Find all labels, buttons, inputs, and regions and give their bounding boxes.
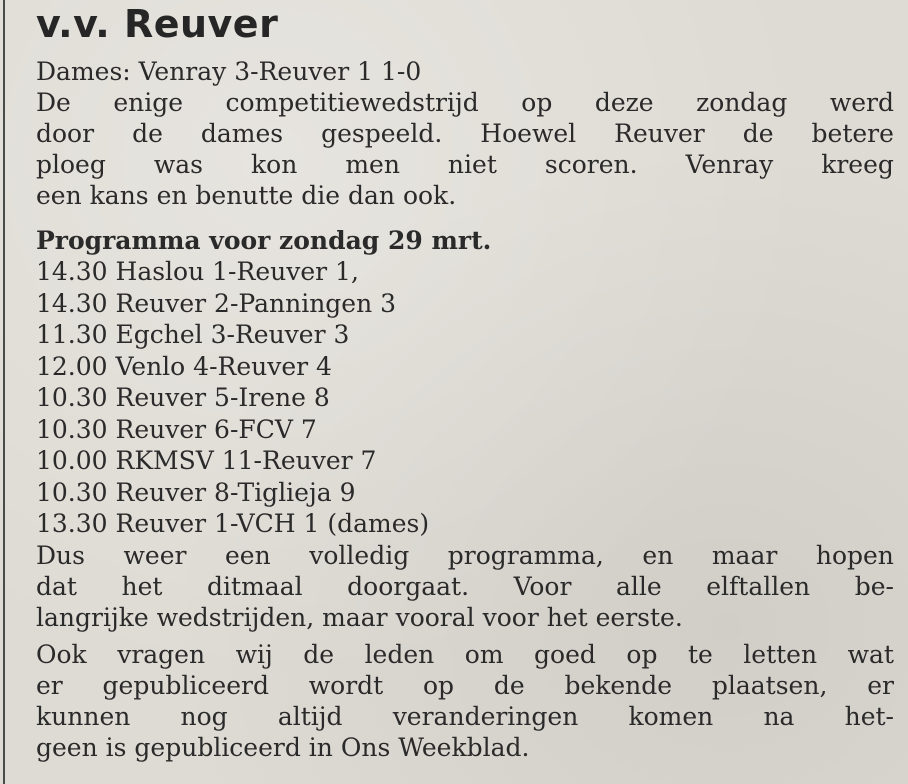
fixture-line: 10.00 RKMSV 11-Reuver 7 xyxy=(36,446,377,475)
closing-line: Dus weer een volledig programma, en maar hopen xyxy=(36,540,894,570)
notice-line: geen is gepubliceerd in Ons Weekblad. xyxy=(36,732,530,762)
article-body xyxy=(36,56,894,763)
notice-line: kunnen nog altijd veranderingen komen na het- xyxy=(36,701,894,731)
fixture-line: 10.30 Reuver 6-FCV 7 xyxy=(36,414,317,444)
report-line: een kans en benutte die dan ook. xyxy=(36,181,457,210)
club-headline: v.v. Reuver xyxy=(36,2,279,46)
program-heading: Programma voor zondag 29 mrt. xyxy=(36,226,492,255)
paragraph-gap xyxy=(36,211,894,225)
fixture-line: 13.30 Reuver 1-VCH 1 (dames) xyxy=(36,509,430,538)
report-line: De enige competitiewedstrijd op deze zondag werd xyxy=(36,88,894,117)
fixture-line: 14.30 Haslou 1-Reuver 1, xyxy=(36,257,359,286)
fixture-line: 14.30 Reuver 2-Panningen 3 xyxy=(36,288,397,318)
report-line: door de dames gespeeld. Hoewel Reuver de betere xyxy=(36,119,894,148)
fixture-line: 12.00 Venlo 4-Reuver 4 xyxy=(36,351,332,381)
fixture-line: 10.30 Reuver 5-Irene 8 xyxy=(36,383,330,412)
match-result-line: Dames: Venray 3-Reuver 1 1-0 xyxy=(36,57,422,86)
closing-line: dat het ditmaal doorgaat. Voor alle elftallen be- xyxy=(36,571,894,601)
report-line: ploeg was kon men niet scoren. Venray kreeg xyxy=(36,150,894,179)
fixture-line: 11.30 Egchel 3-Reuver 3 xyxy=(36,320,350,349)
column-rule xyxy=(3,0,5,784)
fixture-line: 10.30 Reuver 8-Tiglieja 9 xyxy=(36,477,356,507)
notice-line: er gepubliceerd wordt op de bekende plaatsen, er xyxy=(36,670,894,700)
closing-line: langrijke wedstrijden, maar vooral voor het eerste. xyxy=(36,602,683,632)
notice-line: Ook vragen wij de leden om goed op te letten wat xyxy=(36,639,894,669)
